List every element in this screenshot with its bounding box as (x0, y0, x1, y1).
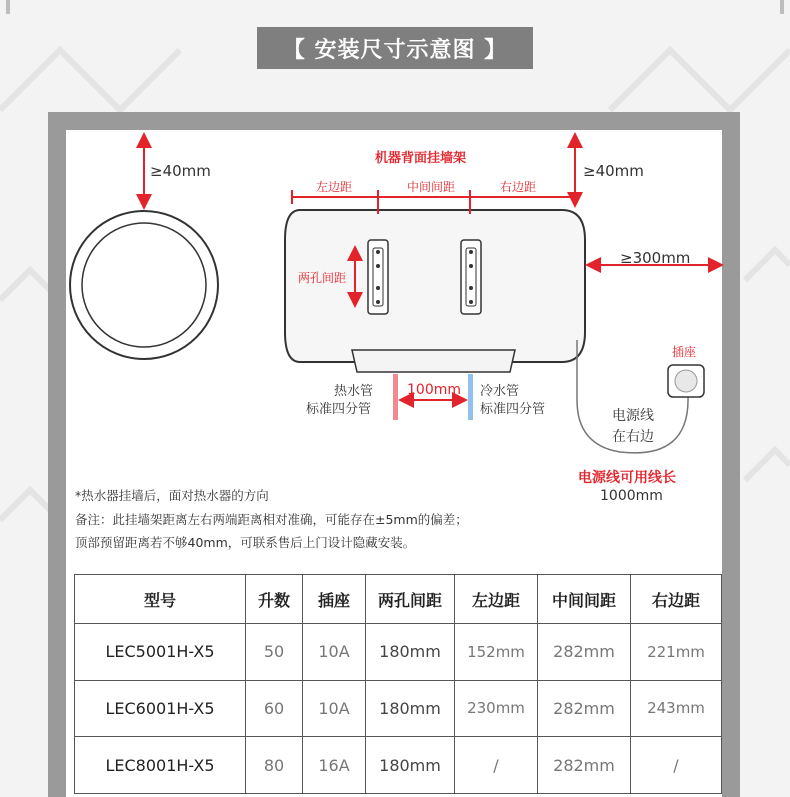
cord-length-label-2: 1000mm (600, 488, 663, 504)
power-cord-label-1: 电源线 (612, 408, 654, 424)
note-line-2: 备注：此挂墙架距离左右两端距离相对准确，可能存在±5mm的偏差； (75, 512, 468, 527)
cell-center-spacing: 282mm (538, 737, 631, 794)
cell-model: LEC6001H-X5 (75, 680, 246, 737)
header-center-spacing: 中间间距 (538, 575, 631, 624)
heater-body (285, 210, 585, 372)
top-gap-right-label: ≥40mm (583, 162, 644, 180)
cell-socket: 16A (303, 737, 366, 794)
cell-capacity: 80 (246, 737, 303, 794)
cell-left-margin: 230mm (455, 680, 538, 737)
cell-left-margin: 152mm (455, 624, 538, 681)
table-header-row (75, 575, 722, 624)
cell-right-margin: / (631, 737, 722, 794)
hot-pipe-label-2: 标准四分管 (306, 402, 372, 417)
cell-socket: 10A (303, 624, 366, 681)
bracket-title: 机器背面挂墙架 (375, 151, 467, 166)
header-capacity: 升数 (246, 575, 303, 624)
right-margin-label: 右边距 (500, 180, 537, 194)
cell-model: LEC8001H-X5 (75, 737, 246, 794)
header-hole-spacing: 两孔间距 (366, 575, 455, 624)
cell-capacity: 60 (246, 680, 303, 737)
pipe-gap-label: 100mm (407, 382, 461, 398)
cell-hole-spacing: 180mm (366, 624, 455, 681)
cold-pipe-label-2: 标准四分管 (480, 402, 546, 417)
cell-right-margin: 221mm (631, 624, 722, 681)
table-row (75, 737, 722, 794)
cord-length-label-1: 电源线可用线长 (578, 470, 676, 486)
cold-pipe-label-1: 冷水管 (480, 384, 520, 399)
header-socket: 插座 (303, 575, 366, 624)
top-gap-left-label: ≥40mm (150, 162, 211, 180)
cell-left-margin: / (455, 737, 538, 794)
side-gap-label: ≥300mm (620, 249, 691, 267)
socket-label: 插座 (672, 345, 697, 359)
note-line-3: 顶部预留距离若不够40mm，可联系售后上门设计隐藏安装。 (75, 535, 416, 550)
cold-pipe (468, 374, 473, 420)
header-model: 型号 (75, 575, 246, 624)
hole-spacing-label: 两孔间距 (298, 271, 347, 285)
cell-model: LEC5001H-X5 (75, 624, 246, 681)
header-right-margin: 右边距 (631, 575, 722, 624)
hot-pipe (393, 374, 398, 420)
hot-pipe-label-1: 热水管 (334, 384, 374, 399)
page-title: 【 安装尺寸示意图 】 (257, 27, 533, 69)
cell-right-margin: 243mm (631, 680, 722, 737)
cell-hole-spacing: 180mm (366, 680, 455, 737)
cell-center-spacing: 282mm (538, 680, 631, 737)
wall-bracket-left (368, 240, 388, 314)
cell-capacity: 50 (246, 624, 303, 681)
cell-center-spacing: 282mm (538, 624, 631, 681)
cell-hole-spacing: 180mm (366, 737, 455, 794)
cell-socket: 10A (303, 680, 366, 737)
table-row (75, 624, 722, 681)
note-line-1: *热水器挂墙后，面对热水器的方向 (75, 488, 269, 503)
table-row (75, 680, 722, 737)
header-left-margin: 左边距 (455, 575, 538, 624)
left-margin-label: 左边距 (316, 180, 353, 194)
socket-icon (668, 365, 704, 397)
power-cord-label-2: 在右边 (612, 429, 654, 445)
center-spacing-label: 中间间距 (407, 180, 456, 194)
heater-side-view (70, 211, 218, 359)
wall-bracket-right (461, 240, 481, 314)
spec-table (74, 574, 722, 794)
